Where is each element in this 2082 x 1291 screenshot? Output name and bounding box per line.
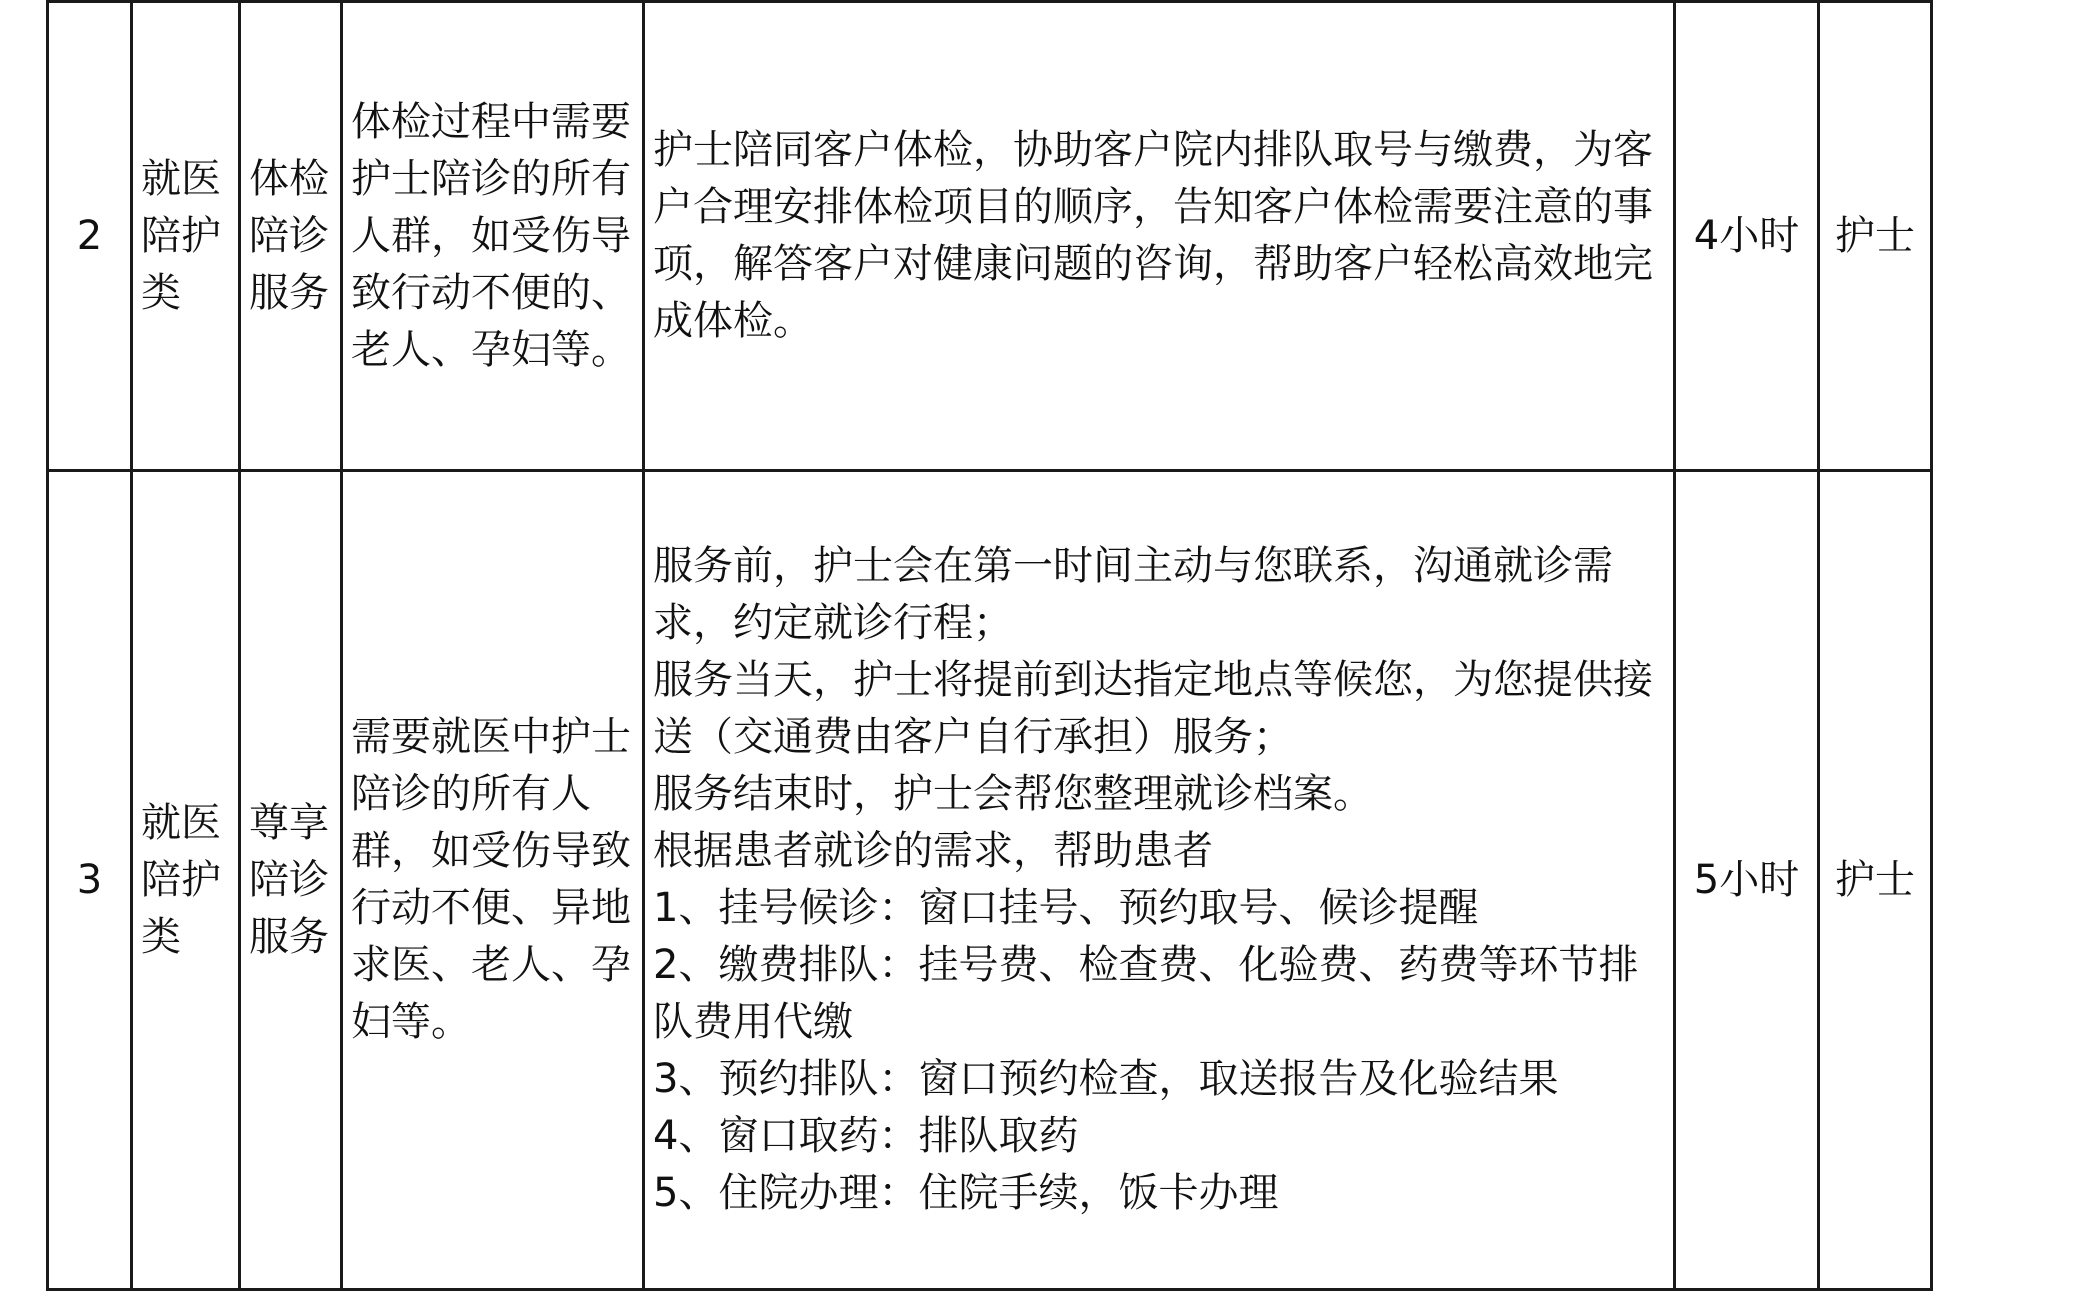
service-content-line: 4、窗口取药：排队取药	[653, 1113, 1079, 1159]
empty-cell	[1932, 2, 1940, 471]
service-staff: 护士	[1819, 2, 1932, 471]
table-row	[48, 2, 1940, 471]
service-category: 就医陪护类	[132, 471, 240, 1290]
service-content-line: 服务结束时，护士会帮您整理就诊档案。	[653, 771, 1373, 817]
service-content	[644, 2, 1675, 471]
service-duration: 5小时	[1675, 471, 1819, 1290]
service-category: 就医陪护类	[132, 2, 240, 471]
target-group: 需要就医中护士陪诊的所有人群，如受伤导致行动不便、异地求医、老人、孕妇等。	[342, 471, 644, 1290]
service-name: 体检陪诊服务	[240, 2, 342, 471]
service-table	[46, 0, 1940, 1291]
service-table-page	[46, 0, 1938, 1288]
table-row	[48, 471, 1940, 1290]
service-content-line: 服务前，护士会在第一时间主动与您联系，沟通就诊需求，约定就诊行程；	[653, 543, 1613, 646]
empty-cell	[1932, 471, 1940, 1290]
service-content	[644, 471, 1675, 1290]
service-staff: 护士	[1819, 471, 1932, 1290]
service-content-line: 根据患者就诊的需求，帮助患者	[653, 828, 1213, 874]
service-content-line: 1、挂号候诊：窗口挂号、预约取号、候诊提醒	[653, 885, 1479, 931]
service-duration: 4小时	[1675, 2, 1819, 471]
service-content-line: 3、预约排队：窗口预约检查，取送报告及化验结果	[653, 1056, 1559, 1102]
row-number: 3	[48, 471, 132, 1290]
service-name: 尊享陪诊服务	[240, 471, 342, 1290]
service-content-line: 5、住院办理：住院手续，饭卡办理	[653, 1170, 1279, 1216]
service-content-line: 2、缴费排队：挂号费、检查费、化验费、药费等环节排队费用代缴	[653, 942, 1639, 1045]
service-content-line: 服务当天，护士将提前到达指定地点等候您，为您提供接送（交通费由客户自行承担）服务；	[653, 657, 1653, 760]
target-group: 体检过程中需要护士陪诊的所有人群，如受伤导致行动不便的、老人、孕妇等。	[342, 2, 644, 471]
service-content-line: 护士陪同客户体检，协助客户院内排队取号与缴费，为客户合理安排体检项目的顺序，告知客户体检需要注意的事项，解答客户对健康问题的咨询，帮助客户轻松高效地完成体检。	[653, 127, 1653, 344]
row-number: 2	[48, 2, 132, 471]
